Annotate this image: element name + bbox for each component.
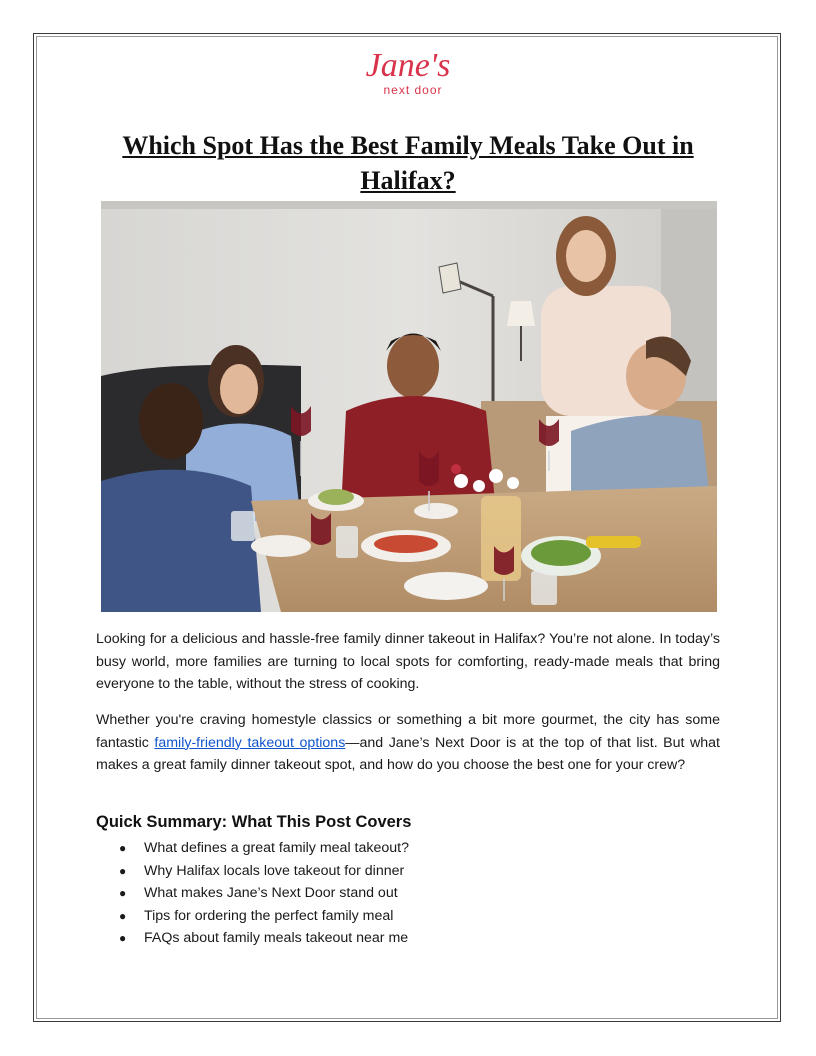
- bullet-icon: ●: [119, 886, 127, 900]
- summary-list-item: [96, 905, 409, 928]
- second-paragraph-text-before: Whether you're craving homestyle classics or something a bit more gourmet, the city has some fantastic: [96, 712, 720, 751]
- summary-list: [96, 837, 409, 950]
- bullet-icon: ●: [119, 931, 127, 945]
- intro-paragraph: Looking for a delicious and hassle-free family dinner takeout in Halifax? You’re not alone. In today’s busy world, more families are turning to local spots for comforting, ready-made meals that bring everyone to the table, without the stress of cooking.: [96, 631, 720, 692]
- second-paragraph-text-after: —and Jane’s Next Door is at the top of that list. But what makes a great family dinner takeout spot, and how do you choose the best one for your crew?: [96, 734, 720, 773]
- summary-item-text: Tips for ordering the perfect family meal: [144, 907, 394, 924]
- summary-list-item: [96, 860, 409, 883]
- family-friendly-takeout-link[interactable]: family-friendly takeout options: [154, 734, 346, 751]
- svg-text:Jane's: Jane's: [365, 47, 451, 84]
- summary-item-text: Why Halifax locals love takeout for dinner: [144, 862, 405, 879]
- summary-item-text: What makes Jane’s Next Door stand out: [144, 885, 398, 901]
- second-paragraph: [96, 709, 720, 777]
- bullet-icon: ●: [119, 841, 127, 855]
- svg-text:next door: next door: [383, 83, 443, 97]
- page-title: Which Spot Has the Best Family Meals Take Out in Halifax?: [122, 131, 694, 195]
- summary-item-text: FAQs about family meals takeout near me: [144, 930, 409, 946]
- janes-logo-mark: [358, 46, 458, 100]
- summary-list-item: [96, 927, 409, 950]
- bullet-icon: ●: [119, 863, 127, 878]
- summary-list-item: [96, 837, 409, 860]
- bullet-icon: ●: [119, 908, 127, 923]
- summary-item-text: What defines a great family meal takeout?: [144, 840, 409, 856]
- janes-next-door-logo[interactable]: [0, 46, 816, 105]
- summary-heading: Quick Summary: What This Post Covers: [96, 813, 412, 831]
- summary-list-item: [96, 882, 409, 905]
- hero-family-dinner-image: [101, 201, 717, 612]
